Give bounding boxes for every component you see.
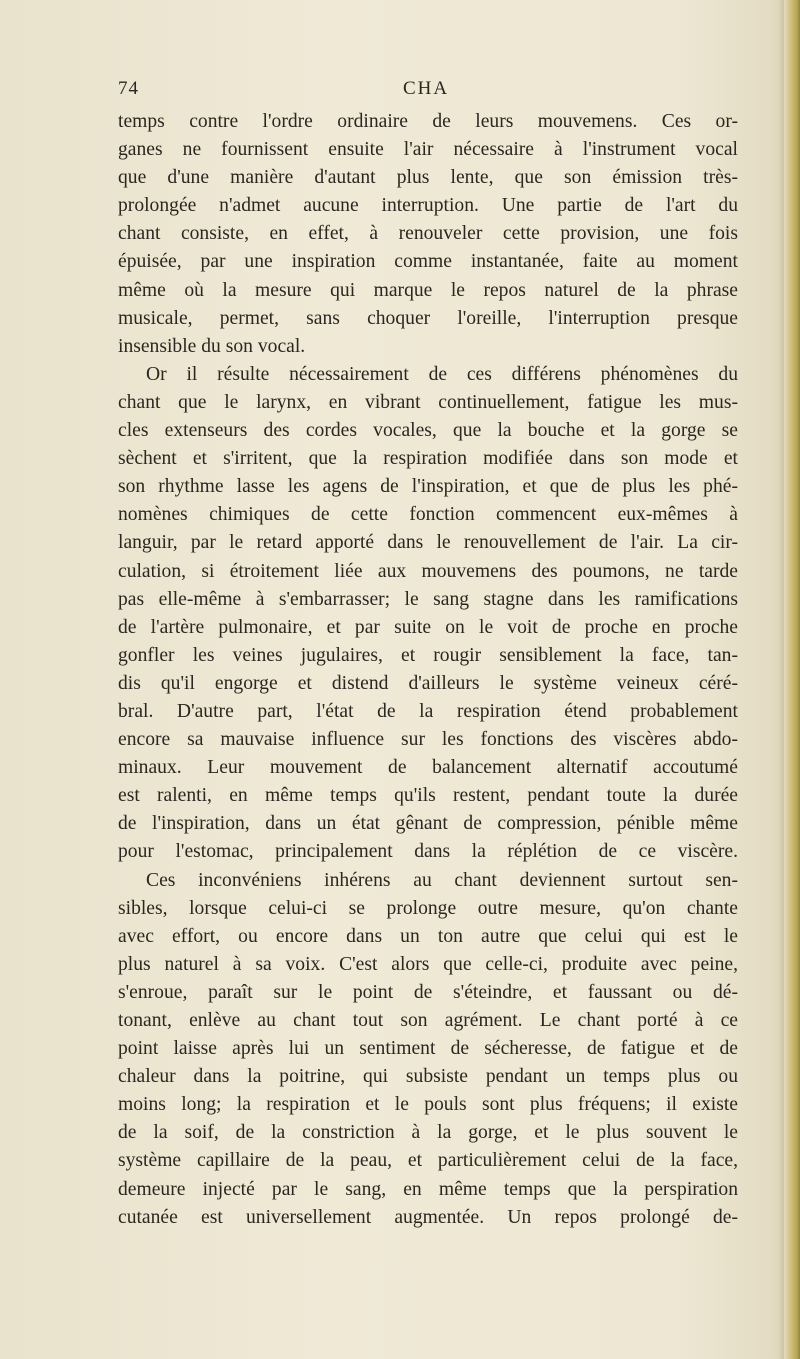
text-line: bral. D'autre part, l'état de la respiration étend probablement: [118, 700, 738, 722]
text-line: sibles, lorsque celui-ci se prolonge outre mesure, qu'on chante: [118, 897, 738, 919]
text-line: de la soif, de la constriction à la gorge, et le plus souvent le: [118, 1122, 738, 1144]
text-line: chant que le larynx, en vibrant continuellement, fatigue les mus-: [118, 391, 738, 413]
text-line: Ces inconvéniens inhérens au chant deviennent surtout sen-: [146, 869, 738, 891]
text-line: même où la mesure qui marque le repos naturel de la phrase: [118, 279, 738, 301]
text-line: musicale, permet, sans choquer l'oreille, l'interruption presque: [118, 307, 738, 329]
text-line: gonfler les veines jugulaires, et rougir sensiblement la face, tan-: [118, 644, 738, 666]
text-line: ganes ne fournissent ensuite l'air nécessaire à l'instrument vocal: [118, 139, 738, 161]
text-line: sèchent et s'irritent, que la respiration modifiée dans son mode et: [118, 448, 738, 470]
text-line: chant consiste, en effet, à renouveler cette provision, une fois: [118, 223, 738, 245]
text-line: tonant, enlève au chant tout son agrément. Le chant porté à ce: [118, 1010, 738, 1031]
text-line: languir, par le retard apporté dans le renouvellement de l'air. La cir-: [118, 532, 738, 554]
text-line: chaleur dans la poitrine, qui subsiste pendant un temps plus ou: [118, 1066, 738, 1088]
text-line: insensible du son vocal.: [118, 335, 306, 357]
text-line: cles extenseurs des cordes vocales, que la bouche et la gorge se: [118, 420, 738, 442]
page-header: [118, 78, 734, 104]
text-line: nomènes chimiques de cette fonction commencent eux-mêmes à: [118, 504, 738, 526]
running-title: CHA: [402, 78, 450, 99]
text-line: demeure injecté par le sang, en même temps que la perspiration: [118, 1178, 738, 1200]
text-line: est ralenti, en même temps qu'ils restent, pendant toute la durée: [118, 785, 738, 807]
text-line: Or il résulte nécessairement de ces différens phénomènes du: [146, 363, 738, 385]
text-line: prolongée n'admet aucune interruption. Une partie de l'art du: [118, 195, 738, 217]
text-line: culation, si étroitement liée aux mouvemens des poumons, ne tarde: [118, 560, 738, 582]
page-gilt-edge: [784, 0, 800, 1359]
text-line: que d'une manière d'autant plus lente, que son émission très-: [118, 167, 738, 189]
page-number: 74: [118, 78, 139, 99]
text-line: minaux. Leur mouvement de balancement alternatif accoutumé: [118, 757, 738, 779]
text-line: pour l'estomac, principalement dans la réplétion de ce viscère.: [118, 841, 738, 863]
body-text: [118, 108, 738, 1232]
text-line: avec effort, ou encore dans un ton autre que celui qui est le: [118, 925, 738, 947]
text-line: pas elle-même à s'embarrasser; le sang stagne dans les ramifications: [118, 588, 738, 610]
text-line: dis qu'il engorge et distend d'ailleurs le système veineux céré-: [118, 672, 738, 694]
text-line: de l'inspiration, dans un état gênant de compression, pénible même: [118, 813, 738, 835]
text-line: de l'artère pulmonaire, et par suite on le voit de proche en proche: [118, 616, 738, 638]
text-line: moins long; la respiration et le pouls sont plus fréquens; il existe: [118, 1094, 738, 1116]
text-line: temps contre l'ordre ordinaire de leurs mouvemens. Ces or-: [118, 111, 738, 132]
text-line: encore sa mauvaise influence sur les fonctions des viscères abdo-: [118, 729, 738, 751]
text-line: point laisse après lui un sentiment de sécheresse, de fatigue et de: [118, 1038, 738, 1060]
text-line: épuisée, par une inspiration comme instantanée, faite au moment: [118, 251, 738, 273]
text-line: cutanée est universellement augmentée. Un repos prolongé de-: [118, 1206, 738, 1228]
text-line: plus naturel à sa voix. C'est alors que celle-ci, produite avec peine,: [118, 953, 738, 975]
text-line: s'enroue, paraît sur le point de s'éteindre, et faussant ou dé-: [118, 981, 738, 1003]
text-line: système capillaire de la peau, et particulièrement celui de la face,: [118, 1150, 738, 1172]
text-line: son rhythme lasse les agens de l'inspiration, et que de plus les phé-: [118, 476, 738, 498]
